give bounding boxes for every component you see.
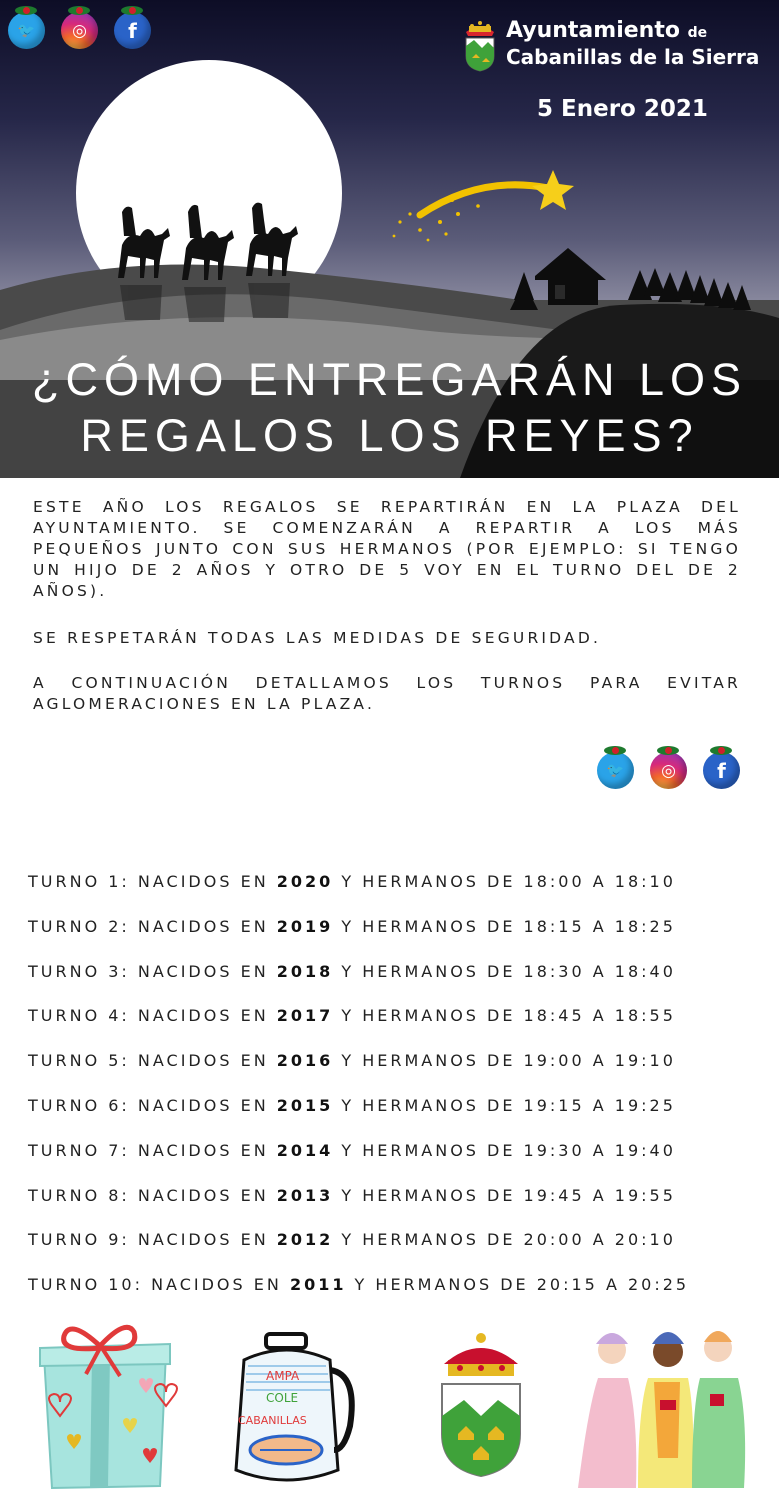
gift-box-drawing [30, 1318, 180, 1494]
turn-row [28, 962, 768, 1007]
turn-row [28, 1051, 768, 1096]
turn-schedule: Y HERMANOS DE 18:45 A 18:55 [333, 1006, 676, 1026]
intro-paragraph: ESTE AÑO LOS REGALOS SE REPARTIRÁN EN LA PLAZA DEL AYUNTAMIENTO. SE COMENZARÁN A REPARTIR A LOS MÁS PEQUEÑOS JUNTO CON SUS HERMANOS (POR EJEMPLO: SI TENGO UN HIJO DE 2 AÑOS Y OTRO DE 5 VOY EN EL TURNO DEL DE 2 AÑOS). [33, 498, 741, 600]
event-date: 5 Enero 2021 [537, 96, 708, 122]
turn-row [28, 1006, 768, 1051]
turn-year: 2016 [276, 1051, 334, 1071]
coat-of-arms-icon [462, 18, 498, 72]
turn-schedule: Y HERMANOS DE 19:45 A 19:55 [333, 1185, 676, 1205]
turn-year: 2012 [276, 1230, 334, 1250]
three-kings-drawing [568, 1318, 752, 1494]
turns-intro-paragraph: A CONTINUACIÓN DETALLAMOS LOS TURNOS PARA EVITAR AGLOMERACIONES EN LA PLAZA. [33, 674, 741, 713]
headline-line-2: REGALOS LOS REYES? [80, 410, 699, 461]
coat-of-arms-drawing [436, 1330, 526, 1478]
turn-label: TURNO 9: NACIDOS EN [28, 1230, 277, 1250]
social-icons-middle [597, 752, 740, 789]
headline [0, 352, 779, 464]
turn-row [28, 1230, 768, 1275]
header-banner [0, 0, 779, 478]
turn-year: 2015 [276, 1095, 334, 1115]
turn-schedule: Y HERMANOS DE 18:15 A 18:25 [333, 916, 676, 936]
org-name-line2: Cabanillas de la Sierra [506, 45, 760, 69]
org-name-line1: Ayuntamiento [506, 18, 680, 43]
twitter-icon[interactable]: 🐦 [597, 752, 634, 789]
headline-line-1: ¿CÓMO ENTREGARÁN LOS [31, 354, 748, 405]
turn-schedule: Y HERMANOS DE 19:00 A 19:10 [333, 1051, 676, 1071]
organization-block [462, 18, 759, 72]
turn-year: 2018 [276, 961, 334, 981]
turn-label: TURNO 1: NACIDOS EN [28, 872, 277, 891]
turn-row [28, 917, 768, 962]
safety-paragraph: SE RESPETARÁN TODAS LAS MEDIDAS DE SEGURIDAD. [33, 629, 602, 647]
turn-schedule: Y HERMANOS DE 18:30 A 18:40 [333, 961, 676, 981]
turn-schedule: Y HERMANOS DE 19:30 A 19:40 [333, 1140, 676, 1160]
turn-label: TURNO 3: NACIDOS EN [28, 961, 277, 981]
turn-year: 2013 [276, 1185, 334, 1205]
turn-year: 2020 [276, 872, 334, 891]
instagram-icon[interactable]: ◎ [61, 12, 98, 49]
turns-list [28, 872, 768, 1320]
turn-label: TURNO 4: NACIDOS EN [28, 1006, 277, 1026]
facebook-icon[interactable]: f [114, 12, 151, 49]
turn-schedule: Y HERMANOS DE 19:15 A 19:25 [333, 1095, 676, 1115]
turn-year: 2011 [289, 1275, 347, 1295]
turn-row [28, 1275, 768, 1320]
turn-row [28, 872, 768, 917]
ampa-text-3: CABANILLAS [238, 1414, 307, 1427]
instagram-icon[interactable]: ◎ [650, 752, 687, 789]
org-name-de: de [687, 25, 708, 41]
turn-label: TURNO 6: NACIDOS EN [28, 1095, 277, 1115]
turn-row [28, 1096, 768, 1141]
turn-year: 2019 [276, 916, 334, 936]
turn-label: TURNO 2: NACIDOS EN [28, 916, 277, 936]
turn-label: TURNO 7: NACIDOS EN [28, 1140, 277, 1160]
twitter-icon[interactable]: 🐦 [8, 12, 45, 49]
turn-schedule: Y HERMANOS DE 20:15 A 20:25 [346, 1275, 690, 1295]
turn-row [28, 1141, 768, 1186]
turn-row [28, 1186, 768, 1231]
turn-schedule: Y HERMANOS DE 20:00 A 20:10 [333, 1230, 676, 1250]
ampa-cole-drawing [226, 1330, 360, 1490]
facebook-icon[interactable]: f [703, 752, 740, 789]
turn-label: TURNO 10: NACIDOS EN [28, 1275, 290, 1295]
social-icons-top [8, 12, 151, 49]
turn-year: 2017 [276, 1006, 334, 1026]
turn-schedule: Y HERMANOS DE 18:00 A 18:10 [333, 872, 676, 891]
turn-label: TURNO 5: NACIDOS EN [28, 1051, 277, 1071]
ampa-text-1: AMPA [266, 1369, 300, 1383]
turn-year: 2014 [276, 1140, 334, 1160]
ampa-text-2: COLE [266, 1391, 299, 1405]
turn-label: TURNO 8: NACIDOS EN [28, 1185, 277, 1205]
shooting-star [393, 170, 574, 241]
